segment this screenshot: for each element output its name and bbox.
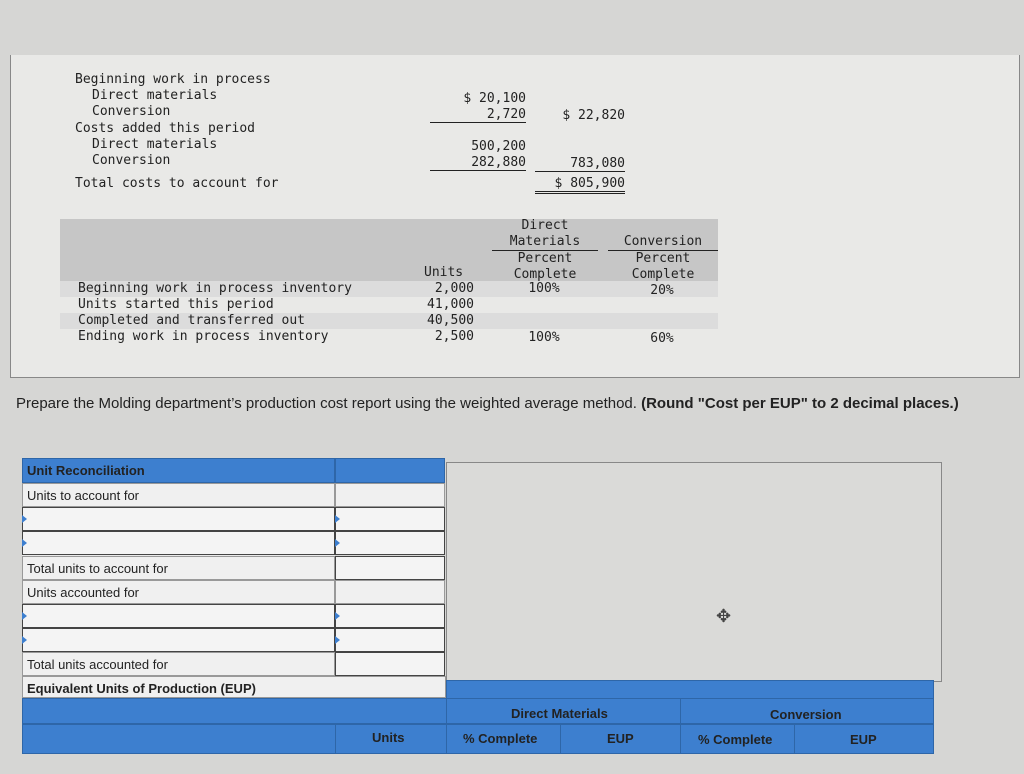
dm-pct-complete-header: % Complete <box>463 731 538 746</box>
conv-pct-complete-header: % Complete <box>698 732 773 747</box>
total-units-accounted-for-input[interactable] <box>335 652 445 676</box>
total-costs-label: Total costs to account for <box>75 176 279 191</box>
row-marker <box>22 539 27 547</box>
added-conv-value: 282,880 <box>430 155 526 171</box>
total-units-accounted-for-label: Total units accounted for <box>22 652 335 676</box>
divider <box>446 698 447 754</box>
direct-materials-header: Direct Materials <box>511 706 608 721</box>
conv-header-line: Percent <box>635 251 691 266</box>
eup-header-bar <box>446 680 934 700</box>
header-units-cell <box>335 458 445 483</box>
dm-label: Direct materials <box>92 88 218 103</box>
row-label: Ending work in process inventory <box>78 329 329 344</box>
unit-reconciliation-header <box>22 458 335 483</box>
dm-header-line: Direct <box>521 218 569 233</box>
total-units-to-account-for-label: Total units to account for <box>22 556 335 580</box>
accounted-for-row1-units-input[interactable] <box>335 604 445 628</box>
account-for-row1-label-input[interactable] <box>22 507 335 531</box>
conv-header-line: Conversion <box>608 234 718 251</box>
row-label: Units started this period <box>78 297 274 312</box>
bwip-total-value: $ 22,820 <box>562 108 625 123</box>
row-conv-pct: 20% <box>650 283 674 298</box>
row-marker <box>22 515 27 523</box>
row-marker <box>335 636 340 644</box>
instructions <box>16 395 1006 413</box>
divider <box>446 724 934 725</box>
row-dm-pct: 100% <box>528 330 560 345</box>
accounted-for-row1-label-input[interactable] <box>22 604 335 628</box>
conv-eup-header: EUP <box>850 732 877 747</box>
added-total-value: 783,080 <box>535 156 625 172</box>
row-marker <box>335 515 340 523</box>
total-units-to-account-for-input[interactable] <box>335 556 445 580</box>
row-units: 40,500 <box>427 313 474 328</box>
units-to-account-for-label: Units to account for <box>22 483 335 507</box>
conv-header-line: Complete <box>631 267 695 282</box>
conversion-header: Conversion <box>770 707 842 722</box>
row-units: 2,500 <box>434 329 474 344</box>
account-for-row2-label-input[interactable] <box>22 531 335 555</box>
row-conv-pct: 60% <box>650 331 674 346</box>
bwip-conv-value: 2,720 <box>430 107 526 123</box>
empty-cell <box>335 483 445 507</box>
empty-cell <box>335 580 445 604</box>
conv-header <box>608 234 718 283</box>
dm-header-line: Complete <box>513 267 577 282</box>
instructions-rounding: (Round "Cost per EUP" to 2 decimal places.) <box>641 395 959 412</box>
dm2-label: Direct materials <box>92 137 218 152</box>
report-right-area <box>446 462 942 682</box>
added-dm-value: 500,200 <box>471 139 526 154</box>
row-dm-pct: 100% <box>528 281 560 296</box>
accounted-for-row2-units-input[interactable] <box>335 628 445 652</box>
instructions-text: Prepare the Molding department’s production cost report using the weighted average method. <box>16 395 637 412</box>
row-units: 2,000 <box>434 281 474 296</box>
dm-header-line: Materials <box>492 234 598 251</box>
eup-title <box>22 676 446 698</box>
dm-header-line: Percent <box>517 251 573 266</box>
row-label: Completed and transferred out <box>78 313 305 328</box>
dm-eup-header: EUP <box>607 731 634 746</box>
row-marker <box>22 636 27 644</box>
divider <box>680 698 681 754</box>
grand-total-value: $ 805,900 <box>535 176 625 194</box>
divider <box>794 724 795 754</box>
conv2-label: Conversion <box>92 153 171 168</box>
units-accounted-for-label: Units accounted for <box>22 580 335 604</box>
account-for-row2-units-input[interactable] <box>335 531 445 555</box>
account-for-row1-units-input[interactable] <box>335 507 445 531</box>
row-marker <box>335 539 340 547</box>
row-units: 41,000 <box>427 297 474 312</box>
accounted-for-row2-label-input[interactable] <box>22 628 335 652</box>
move-cursor-icon: ✥ <box>716 606 732 626</box>
row-marker <box>335 612 340 620</box>
row-label: Beginning work in process inventory <box>78 281 352 296</box>
divider <box>335 724 336 754</box>
dm-header <box>492 218 598 283</box>
added-label: Costs added this period <box>75 121 256 136</box>
units-col-header: Units <box>372 730 405 745</box>
row-marker <box>22 612 27 620</box>
unit-reconciliation-title: Unit Reconciliation <box>27 463 145 478</box>
units-header: Units <box>424 265 464 280</box>
bwip-dm-value: $ 20,100 <box>463 91 526 106</box>
conv-label: Conversion <box>92 104 171 119</box>
bwip-label: Beginning work in process <box>75 72 271 87</box>
divider <box>560 724 561 754</box>
eup-title-text: Equivalent Units of Production (EUP) <box>27 681 256 696</box>
